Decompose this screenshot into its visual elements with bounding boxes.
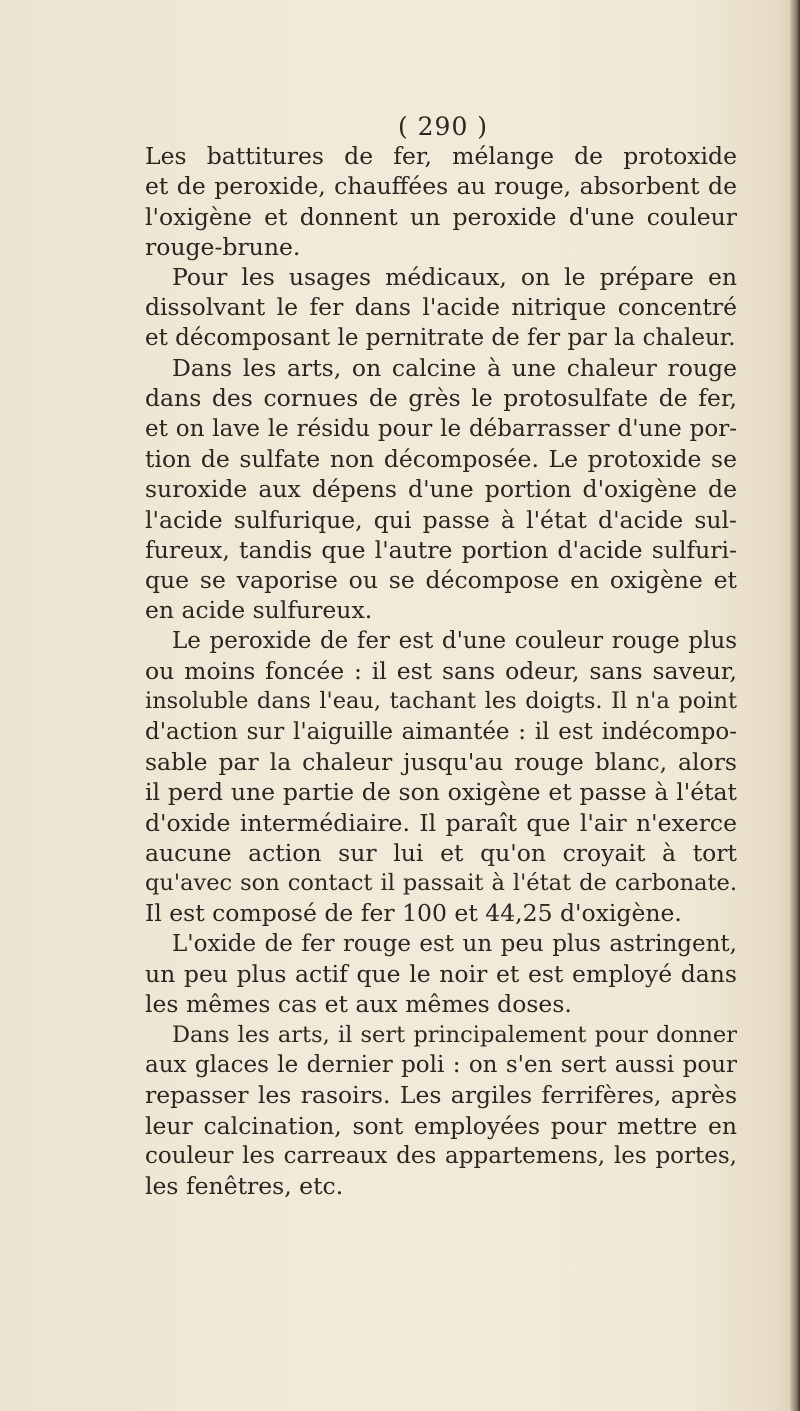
text-line: repasser les rasoirs. Les argiles ferrifères, après [145,1081,737,1110]
text-line: les fenêtres, etc. [145,1172,344,1201]
text-line: L'oxide de fer rouge est un peu plus astringent, [172,930,737,957]
text-line: l'acide sulfurique, qui passe à l'état d'acide sul- [145,505,737,534]
page-edge [790,0,800,1411]
text-line: rouge-brune. [145,232,301,261]
text-line: qu'avec son contact il passait à l'état de carbonate. [145,870,737,897]
text-line: Pour les usages médicaux, on le prépare en [172,263,737,292]
text-line: aux glaces le dernier poli : on s'en sert aussi pour [145,1051,737,1078]
text-line: insoluble dans l'eau, tachant les doigts. Il n'a point [145,688,737,715]
text-line: aucune action sur lui et qu'on croyait à tort [145,838,737,867]
text-line: d'action sur l'aiguille aimantée : il est indécompo- [145,718,737,745]
text-line: dissolvant le fer dans l'acide nitrique concentré [145,293,737,322]
text-line: sable par la chaleur jusqu'au rouge blanc, alors [145,747,737,776]
text-line: et de peroxide, chauffées au rouge, absorbent de [145,172,737,201]
text-line: Le peroxide de fer est d'une couleur rouge plus [172,627,737,654]
text-line: que se vaporise ou se décompose en oxigène et [145,566,737,595]
text-line: Dans les arts, il sert principalement pour donner [172,1021,737,1048]
text-line: fureux, tandis que l'autre portion d'acide sulfuri- [145,535,737,564]
text-line: d'oxide intermédiaire. Il paraît que l'air n'exerce [145,808,737,837]
body-text [145,141,737,1201]
text-line: il perd une partie de son oxigène et passe à l'état [145,778,737,807]
text-line: l'oxigène et donnent un peroxide d'une couleur [145,202,737,231]
text-line: les mêmes cas et aux mêmes doses. [145,990,572,1019]
text-line: Les battitures de fer, mélange de protoxide [145,142,737,170]
text-line: et décomposant le pernitrate de fer par la chaleur. [145,324,736,351]
text-line: en acide sulfureux. [145,596,373,625]
text-line: suroxide aux dépens d'une portion d'oxigène de [145,475,737,504]
text-line: et on lave le résidu pour le débarrasser d'une por- [145,415,737,442]
text-line: tion de sulfate non décomposée. Le protoxide se [145,444,737,473]
text-line: couleur les carreaux des appartemens, les portes, [145,1142,737,1169]
text-line: un peu plus actif que le noir et est employé dans [145,960,737,989]
text-line: dans des cornues de grès le protosulfate de fer, [145,384,737,413]
page-number: ( 290 ) [397,112,489,141]
text-line: Il est composé de fer 100 et 44,25 d'oxigène. [145,899,682,928]
text-line: leur calcination, sont employées pour mettre en [145,1111,737,1140]
text-line: Dans les arts, on calcine à une chaleur rouge [172,354,737,383]
text-line: ou moins foncée : il est sans odeur, sans saveur, [145,657,737,686]
